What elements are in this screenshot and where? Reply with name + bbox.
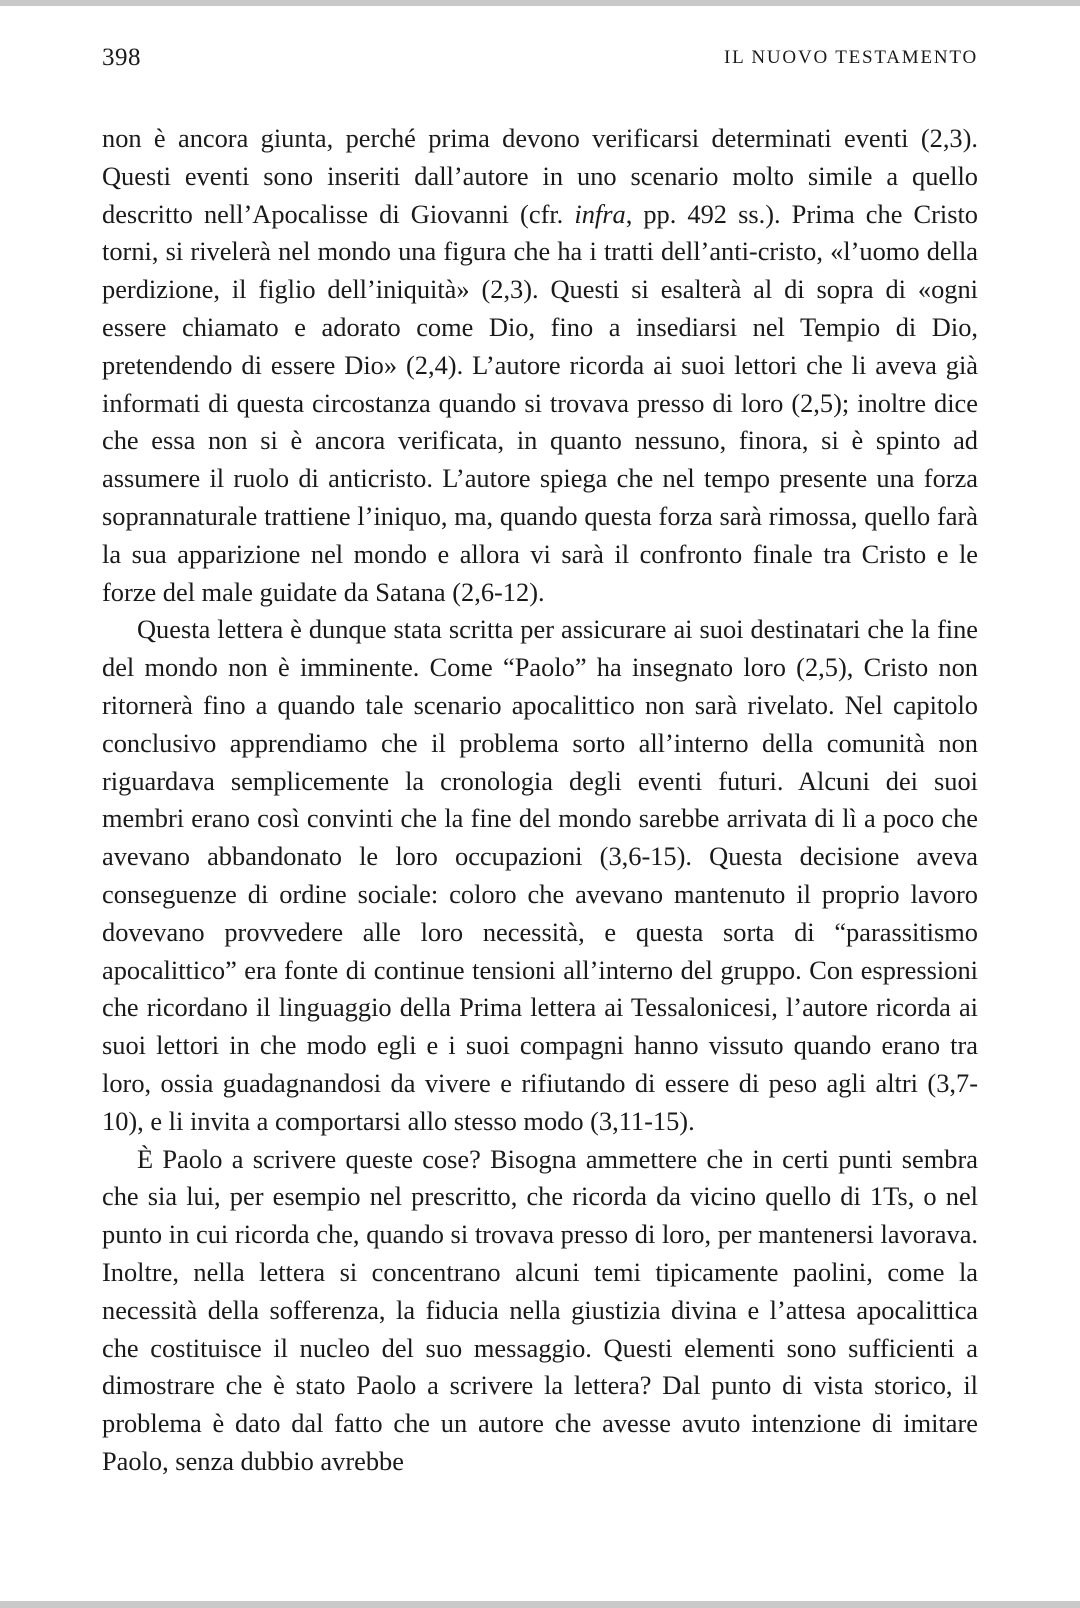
running-title: IL NUOVO TESTAMENTO: [724, 47, 978, 68]
italic-infra: infra: [574, 198, 626, 229]
running-head: [102, 44, 978, 84]
paragraph-3: È Paolo a scrivere queste cose? Bisogna ammettere che in certi punti sembra che sia lui, per esempio nel prescritto, che ricorda da vicino quello di 1Ts, o nel punto in cui ricorda che, quando si trovava presso di loro, per mantenersi lavorava. Inoltre, nella lettera si concentrano alcuni temi tipicamente paolini, come la necessità della sofferenza, la fiducia nella giustizia divina e l’attesa apocalittica che costituisce il nucleo del suo messaggio. Questi elementi sono sufficienti a dimostrare che è stato Paolo a scrivere la lettera? Dal punto di vista storico, il problema è dato dal fatto che un autore che avesse avuto intenzione di imitare Paolo, senza dubbio avrebbe: [102, 1143, 978, 1476]
book-page: [0, 6, 1080, 1601]
viewer-bottom-border: [0, 1601, 1080, 1608]
paragraph-1: [102, 120, 978, 611]
paragraph-2: Questa lettera è dunque stata scritta per assicurare ai suoi destinatari che la fine del mondo non è imminente. Come “Paolo” ha insegnato loro (2,5), Cristo non ritornerà fino a quando tale scenario apocalittico non sarà rivelato. Nel capitolo conclusivo apprendiamo che il problema sorto all’interno della comunità non riguardava semplicemente la cronologia degli eventi futuri. Alcuni dei suoi membri erano così convinti che la fine del mondo sarebbe arrivata di lì a poco che avevano abbandonato le loro occupazioni (3,6-15). Questa decisione aveva conseguenze di ordine sociale: coloro che avevano mantenuto il proprio lavoro dovevano provvedere alle loro necessità, e questa sorta di “parassitismo apocalittico” era fonte di continue tensioni all’interno del gruppo. Con espressioni che ricordano il linguaggio della Prima lettera ai Tessalonicesi, l’autore ricorda ai suoi lettori in che modo egli e i suoi compagni hanno vissuto quando erano tra loro, ossia guadagnandosi da vivere e rifiutando di essere di peso agli altri (3,7-10), e li invita a comportarsi allo stesso modo (3,11-15).: [102, 614, 978, 1136]
body-text: [102, 120, 978, 1481]
paragraph-1-part-b: , pp. 492 ss.). Prima che Cristo torni, si rivelerà nel mondo una figura che ha i tratti dell’anti-cristo, «l’uomo della perdizione, il figlio dell’iniquità» (2,3). Questi si esalterà al di sopra di «ogni essere chiamato e adorato come Dio, fino a insediarsi nel Tempio di Dio, pretendendo di essere Dio» (2,4). L’autore ricorda ai suoi lettori che li aveva già informati di questa circostanza quando si trovava presso di loro (2,5); inoltre dice che essa non si è ancora verificata, in quanto nessuno, finora, si è spinto ad assumere il ruolo di anticristo. L’autore spiega che nel tempo presente una forza soprannaturale trattiene l’iniquo, ma, quando questa forza sarà rimossa, quello farà la sua apparizione nel mondo e allora vi sarà il confronto finale tra Cristo e le forze del male guidate da Satana (2,6-12).: [102, 198, 978, 607]
paragraph-1-part-a: non è ancora giunta, perché prima devono verificarsi determinati eventi (2,3). Questi eventi sono inseriti dall’autore in uno scenario molto simile a quello descritto nell’Apocalisse di Giovanni (cfr.: [102, 123, 978, 229]
page-number: 398: [102, 44, 141, 71]
